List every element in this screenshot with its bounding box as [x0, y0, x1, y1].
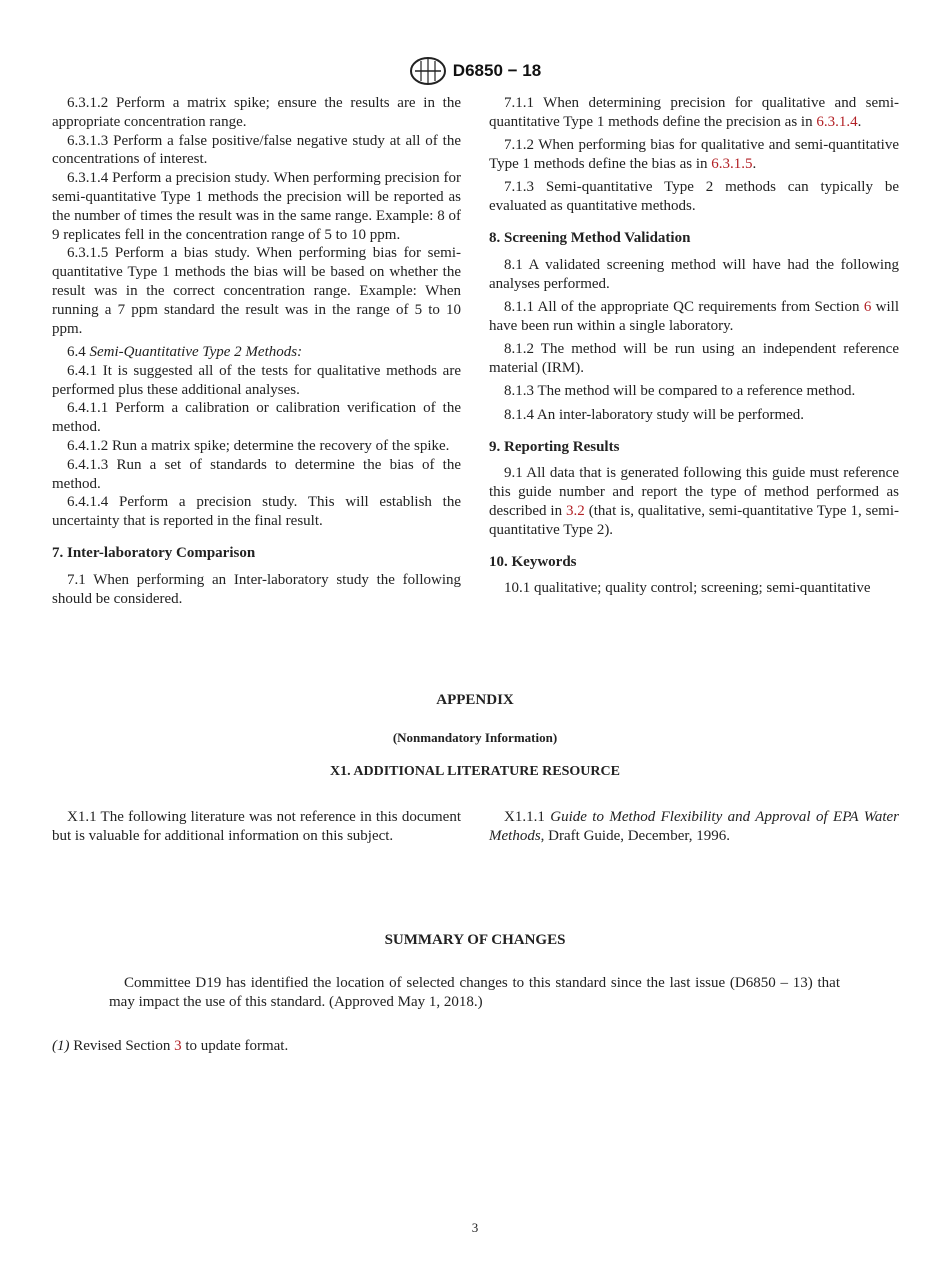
- para-6-4: 6.4 Semi-Quantitative Type 2 Methods:: [67, 343, 303, 360]
- section-7-heading: 7. Inter-laboratory Comparison: [52, 544, 256, 561]
- section-10-heading: 10. Keywords: [489, 553, 577, 570]
- xref-6-3-1-5-link[interactable]: 6.3.1.5: [711, 155, 753, 172]
- para-6-4-1-1: 6.4.1.1 Perform a calibration or calibration verification of the method.: [52, 400, 461, 436]
- para-8-1-1: 8.1.1 All of the appropriate QC requirements from Section 6 will have been run within a single laboratory.: [489, 298, 900, 334]
- para-x1-1-1: X1.1.1 Guide to Method Flexibility and Approval of EPA Water Methods, Draft Guide, December, 1996.: [489, 809, 900, 845]
- appendix-right: [489, 808, 899, 847]
- page-header: [0, 56, 950, 91]
- para-7-1-1: 7.1.1 When determining precision for qualitative and semi-quantitative Type 1 methods define the precision as in 6.3.1.4.: [489, 95, 899, 130]
- para-6-4-1: 6.4.1 It is suggested all of the tests for qualitative methods are performed plus these additional analyses.: [52, 362, 461, 398]
- xref-6-3-1-4-link[interactable]: 6.3.1.4: [816, 113, 858, 130]
- para-6-3-1-2: 6.3.1.2 Perform a matrix spike; ensure the results are in the appropriate concentration range.: [52, 95, 461, 130]
- section-8-heading: 8. Screening Method Validation: [489, 229, 691, 246]
- xref-section-3-link[interactable]: 3: [174, 1038, 182, 1054]
- right-column: [489, 94, 899, 598]
- para-8-1-2: 8.1.2 The method will be run using an independent reference material (IRM).: [489, 341, 899, 376]
- appendix-title: APPENDIX: [436, 692, 514, 708]
- para-8-1-3: 8.1.3 The method will be compared to a reference method.: [504, 383, 856, 400]
- para-8-1-4: 8.1.4 An inter-laboratory study will be performed.: [504, 406, 805, 423]
- appendix-x1-heading: X1. ADDITIONAL LITERATURE RESOURCE: [330, 764, 620, 779]
- para-7-1: 7.1 When performing an Inter-laboratory study the following should be considered.: [52, 571, 461, 607]
- para-6-3-1-4: 6.3.1.4 Perform a precision study. When performing precision for semi-quantitative Type 1 methods the precision will be reported as the number of times the result was in the same range. Example: 8 of 9 replicates fell in the concentration range of 5 to 10 ppm.: [52, 170, 461, 243]
- summary-paragraph: Committee D19 has identified the location of selected changes to this standard since the last issue (D6850 – 13) that may impact the use of this standard. (Approved May 1, 2018.): [109, 975, 840, 1010]
- document-id: D6850 − 18: [452, 61, 542, 80]
- xref-section-6-link[interactable]: 6: [863, 298, 872, 315]
- para-6-3-1-5: 6.3.1.5 Perform a bias study. When performing bias for semi-quantitative Type 1 methods the bias will be based on whether the result was in the correct concentration range. Example: When running a 7 ppm standard the result was in the range of 5 to 10 ppm.: [52, 245, 461, 337]
- para-9-1: 9.1 All data that is generated following this guide must reference this guide number and report the type of method performed as described in 3.2 (that is, qualitative, semi-quantitative Type 1, semi-quantitative Type 2).: [489, 465, 899, 538]
- xref-3-2-link[interactable]: 3.2: [566, 502, 585, 519]
- para-10-1: 10.1 qualitative; quality control; screening; semi-quantitative: [504, 580, 871, 597]
- para-x1-1: X1.1 The following literature was not reference in this document but is valuable for additional information on this subject.: [52, 809, 461, 845]
- para-8-1: 8.1 A validated screening method will have had the following analyses performed.: [489, 256, 899, 292]
- summary-item-1: (1) Revised Section 3 to update format.: [52, 1038, 289, 1054]
- page-number: 3: [471, 1220, 479, 1235]
- para-6-4-1-2: 6.4.1.2 Run a matrix spike; determine the recovery of the spike.: [67, 437, 450, 454]
- left-column: [52, 94, 461, 608]
- appendix-subtitle: (Nonmandatory Information): [392, 730, 558, 745]
- astm-logo-icon: [409, 56, 447, 86]
- para-6-4-1-3: 6.4.1.3 Run a set of standards to determine the bias of the method.: [52, 456, 461, 492]
- para-6-3-1-3: 6.3.1.3 Perform a false positive/false negative study at all of the concentrations of interest.: [52, 132, 461, 168]
- section-9-heading: 9. Reporting Results: [489, 438, 620, 455]
- para-7-1-2: 7.1.2 When performing bias for qualitative and semi-quantitative Type 1 methods define the bias as in 6.3.1.5.: [489, 137, 899, 172]
- appendix-left: [52, 808, 461, 847]
- para-7-1-3: 7.1.3 Semi-quantitative Type 2 methods can typically be evaluated as quantitative methods.: [489, 179, 899, 215]
- para-6-4-1-4: 6.4.1.4 Perform a precision study. This will establish the uncertainty that is reported in the final result.: [52, 494, 461, 530]
- summary-title: SUMMARY OF CHANGES: [384, 932, 566, 948]
